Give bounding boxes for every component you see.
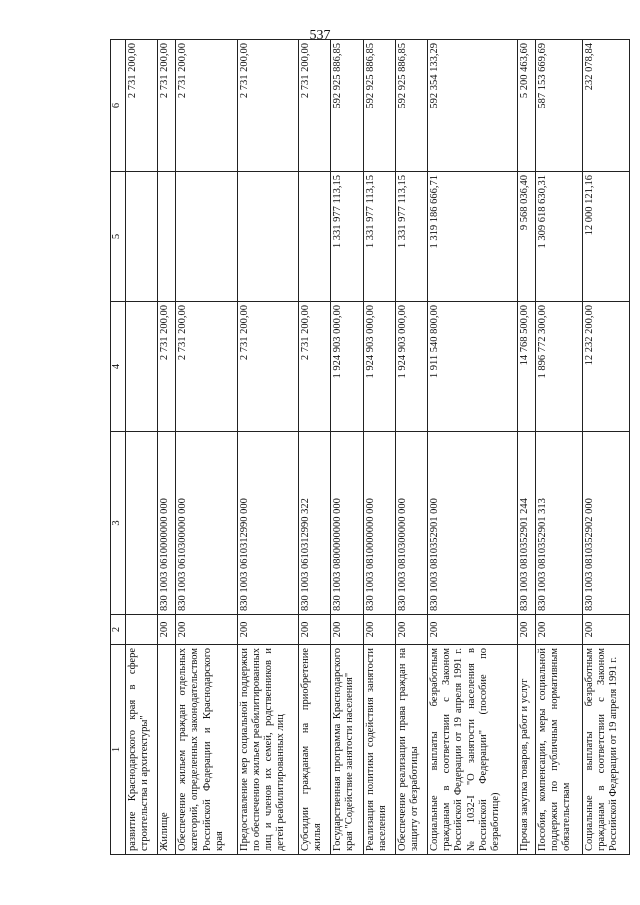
- cell-name: Субсидии гражданам на приобретение жилья: [298, 645, 330, 855]
- cell-name: Социальные выплаты безработным гражданам в соответствии с Законом Российской Федерации от 19 апреля 1991 г.: [583, 645, 630, 855]
- cell-amount-plan: [126, 302, 158, 432]
- table-row: [583, 40, 630, 855]
- cell-amount-remaining: 587 153 669,69: [536, 40, 583, 172]
- cell-amount-executed: 1 331 977 113,15: [395, 172, 427, 302]
- cell-ved: 200: [395, 615, 427, 645]
- page-number: 537: [309, 28, 331, 43]
- cell-amount-plan: 14 768 500,00: [518, 302, 536, 432]
- cell-amount-plan: 1 896 772 300,00: [536, 302, 583, 432]
- cell-name: Пособия, компенсации, меры социальной поддержки по публичным нормативным обязательствам: [536, 645, 583, 855]
- table-header-row: [111, 40, 126, 855]
- cell-code: 830 1003 0610000000 000: [158, 432, 176, 615]
- header-col-5: 5: [111, 172, 126, 302]
- cell-amount-executed: 1 331 977 113,15: [363, 172, 395, 302]
- cell-name: Обеспечение жильем граждан отдельных категорий, определенных законодательством Российской Федерации и Краснодарского края: [176, 645, 237, 855]
- cell-code: 830 1003 0610300000 000: [176, 432, 237, 615]
- cell-amount-remaining: 592 925 886,85: [331, 40, 363, 172]
- cell-ved: 200: [518, 615, 536, 645]
- cell-ved: 200: [428, 615, 518, 645]
- table-row: [298, 40, 330, 855]
- table-row: [237, 40, 298, 855]
- budget-table: [110, 39, 630, 855]
- table-row: [331, 40, 363, 855]
- cell-code: 830 1003 0810352901 244: [518, 432, 536, 615]
- cell-amount-plan: 2 731 200,00: [176, 302, 237, 432]
- cell-amount-remaining: 592 925 886,85: [363, 40, 395, 172]
- cell-ved: 200: [331, 615, 363, 645]
- cell-name: Жилище: [158, 645, 176, 855]
- cell-amount-remaining: 592 354 133,29: [428, 40, 518, 172]
- cell-code: 830 1003 0610312990 322: [298, 432, 330, 615]
- cell-code: 830 1003 0610312990 000: [237, 432, 298, 615]
- cell-name: Предоставление мер социальной поддержки по обеспечению жильем реабилитированных лиц и членов их семей, родственников и детей реабилитированных лиц: [237, 645, 298, 855]
- rotated-table-container: [110, 43, 630, 855]
- header-col-4: 4: [111, 302, 126, 432]
- cell-ved: 200: [298, 615, 330, 645]
- cell-ved: 200: [583, 615, 630, 645]
- table-row: [395, 40, 427, 855]
- cell-ved: 200: [237, 615, 298, 645]
- cell-name: Обеспечение реализации права граждан на защиту от безработицы: [395, 645, 427, 855]
- cell-name: Реализация политики содействия занятости населения: [363, 645, 395, 855]
- cell-code: 830 1003 0810352902 000: [583, 432, 630, 615]
- cell-amount-executed: 9 568 036,40: [518, 172, 536, 302]
- cell-amount-remaining: 5 200 463,60: [518, 40, 536, 172]
- table-row: [428, 40, 518, 855]
- cell-code: 830 1003 0810352901 000: [428, 432, 518, 615]
- cell-code: 830 1003 0810300000 000: [395, 432, 427, 615]
- header-col-3: 3: [111, 432, 126, 615]
- table-row: [158, 40, 176, 855]
- cell-amount-plan: 2 731 200,00: [158, 302, 176, 432]
- cell-amount-executed: [176, 172, 237, 302]
- cell-name: развитие Краснодарского края в сфере строительства и архитектуры": [126, 645, 158, 855]
- cell-amount-executed: [158, 172, 176, 302]
- table-body: [126, 40, 630, 855]
- cell-amount-remaining: 232 078,84: [583, 40, 630, 172]
- cell-ved: 200: [176, 615, 237, 645]
- cell-amount-plan: 2 731 200,00: [298, 302, 330, 432]
- cell-ved: 200: [536, 615, 583, 645]
- table-row: [536, 40, 583, 855]
- cell-amount-executed: 1 309 618 630,31: [536, 172, 583, 302]
- cell-amount-executed: 1 331 977 113,15: [331, 172, 363, 302]
- cell-ved: [126, 615, 158, 645]
- cell-amount-remaining: 592 925 886,85: [395, 40, 427, 172]
- cell-amount-remaining: 2 731 200,00: [176, 40, 237, 172]
- cell-amount-executed: 12 000 121,16: [583, 172, 630, 302]
- table-row: [518, 40, 536, 855]
- cell-code: 830 1003 0810000000 000: [363, 432, 395, 615]
- cell-amount-plan: 12 232 200,00: [583, 302, 630, 432]
- cell-ved: 200: [363, 615, 395, 645]
- cell-amount-plan: 1 924 903 000,00: [331, 302, 363, 432]
- cell-amount-remaining: 2 731 200,00: [158, 40, 176, 172]
- cell-code: [126, 432, 158, 615]
- cell-amount-plan: 2 731 200,00: [237, 302, 298, 432]
- table-row: [176, 40, 237, 855]
- header-col-2: 2: [111, 615, 126, 645]
- header-col-1: 1: [111, 645, 126, 855]
- cell-code: 830 1003 0810352901 313: [536, 432, 583, 615]
- cell-name: Государственная программа Краснодарского края "Содействие занятости населения": [331, 645, 363, 855]
- cell-amount-executed: [237, 172, 298, 302]
- cell-amount-executed: 1 319 186 666,71: [428, 172, 518, 302]
- cell-amount-remaining: 2 731 200,00: [237, 40, 298, 172]
- table-row: [126, 40, 158, 855]
- cell-amount-plan: 1 924 903 000,00: [395, 302, 427, 432]
- cell-name: Социальные выплаты безработным гражданам в соответствии с Законом Российской Федерации от 19 апреля 1991 г. № 1032-I "О занятости населения в Российской Федерации" (пособие по безработице): [428, 645, 518, 855]
- cell-amount-remaining: 2 731 200,00: [126, 40, 158, 172]
- cell-amount-executed: [126, 172, 158, 302]
- cell-amount-executed: [298, 172, 330, 302]
- cell-name: Прочая закупка товаров, работ и услуг: [518, 645, 536, 855]
- cell-code: 830 1003 0800000000 000: [331, 432, 363, 615]
- cell-ved: 200: [158, 615, 176, 645]
- header-col-6: 6: [111, 40, 126, 172]
- cell-amount-plan: 1 911 540 800,00: [428, 302, 518, 432]
- table-row: [363, 40, 395, 855]
- cell-amount-plan: 1 924 903 000,00: [363, 302, 395, 432]
- cell-amount-remaining: 2 731 200,00: [298, 40, 330, 172]
